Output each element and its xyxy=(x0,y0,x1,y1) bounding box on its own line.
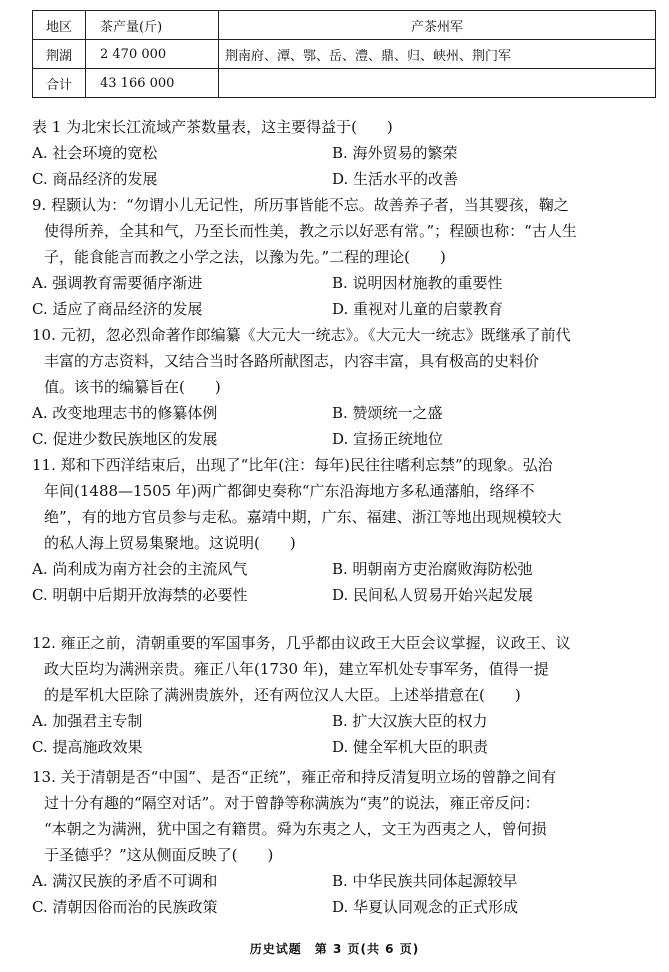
question-11 xyxy=(32,452,662,608)
option-c[interactable]: C. 适应了商品经济的发展 xyxy=(32,300,203,318)
table-header-row xyxy=(33,11,656,40)
option-a[interactable]: A. 改变地理志书的修纂体例 xyxy=(32,404,218,422)
option-b[interactable]: B. 中华民族共同体起源较早 xyxy=(332,872,518,890)
table-row xyxy=(33,40,656,69)
cell-region: 荆湖 xyxy=(33,40,86,69)
option-c[interactable]: C. 提高施政效果 xyxy=(32,738,143,756)
header-prefectures: 产茶州军 xyxy=(219,11,656,40)
tea-production-table xyxy=(32,10,656,98)
option-d[interactable]: D. 民间私人贸易开始兴起发展 xyxy=(332,586,534,604)
option-b[interactable]: B. 海外贸易的繁荣 xyxy=(332,144,458,162)
option-d[interactable]: D. 华夏认同观念的正式形成 xyxy=(332,898,519,916)
cell-output: 2 470 000 xyxy=(86,40,219,69)
option-d[interactable]: D. 健全军机大臣的职责 xyxy=(332,738,489,756)
question-options xyxy=(32,270,662,322)
question-stem: 表 1 为北宋长江流域产茶数量表，这主要得益于( ) xyxy=(32,118,393,136)
question-options xyxy=(32,708,662,760)
option-c[interactable]: C. 清朝因俗而治的民族政策 xyxy=(32,898,218,916)
option-d[interactable]: D. 重视对儿童的启蒙教育 xyxy=(332,300,504,318)
option-d[interactable]: D. 宣扬正统地位 xyxy=(332,430,444,448)
question-9 xyxy=(32,192,662,322)
option-c[interactable]: C. 商品经济的发展 xyxy=(32,170,158,188)
question-stem: 11. 郑和下西洋结束后，出现了“比年(注：每年)民往往嗜利忘禁”的现象。弘治 年间(1488—1505 年)两广都御史奏称“广东沿海地方多私通藩舶，络绎不 绝”，有的地方官员参与走私。嘉靖中期，广东、福建、浙江等地出现规模较大 的私人海上贸易集聚地。这说明( ) xyxy=(32,456,562,552)
cell-prefectures xyxy=(219,69,656,98)
option-b[interactable]: B. 说明因材施教的重要性 xyxy=(332,274,503,292)
cell-output: 43 166 000 xyxy=(86,69,219,98)
option-c[interactable]: C. 促进少数民族地区的发展 xyxy=(32,430,218,448)
option-c[interactable]: C. 明朝中后期开放海禁的必要性 xyxy=(32,586,248,604)
option-a[interactable]: A. 尚利成为南方社会的主流风气 xyxy=(32,560,248,578)
question-options xyxy=(32,400,662,452)
question-12 xyxy=(32,630,662,760)
question-10 xyxy=(32,322,662,452)
question-stem: 10. 元初，忽必烈命著作郎编纂《大元大一统志》。《大元大一统志》既继承了前代 丰富的方志资料，又结合当时各路所献图志，内容丰富，具有极高的史料价 值。该书的编纂旨在( ) xyxy=(32,326,571,396)
option-a[interactable]: A. 加强君主专制 xyxy=(32,712,143,730)
question-8 xyxy=(32,114,662,192)
cell-prefectures: 荆南府、潭、鄂、岳、澧、鼎、归、峡州、荆门军 xyxy=(219,40,656,69)
option-a[interactable]: A. 社会环境的宽松 xyxy=(32,144,158,162)
page-footer: 历史试题 第 3 页(共 6 页) xyxy=(249,942,420,956)
question-options xyxy=(32,868,662,920)
question-stem: 12. 雍正之前，清朝重要的军国事务，几乎都由议政王大臣会议掌握，议政王、议 政大臣均为满洲亲贵。雍正八年(1730 年)，建立军机处专事军务，值得一提 的是军机大臣除了满洲贵族外，还有两位汉人大臣。上述举措意在( ) xyxy=(32,634,571,704)
option-a[interactable]: A. 满汉民族的矛盾不可调和 xyxy=(32,872,218,890)
table-row xyxy=(33,69,656,98)
option-b[interactable]: B. 明朝南方吏治腐败海防松弛 xyxy=(332,560,533,578)
question-options xyxy=(32,140,662,192)
question-stem: 9. 程颢认为：“勿谓小儿无记性，所历事皆能不忘。故善养子者，当其婴孩，鞠之 使得所养，全其和气，乃至长而性美，教之示以好恶有常。”；程颐也称：“古人生 子，能食能言而教之小学之法，以豫为先。”二程的理论( ) xyxy=(32,196,577,266)
option-b[interactable]: B. 赞颂统一之盛 xyxy=(332,404,443,422)
question-stem: 13. 关于清朝是否“中国”、是否“正统”，雍正帝和持反清复明立场的曾静之间有 过十分有趣的“隔空对话”。对于曾静等称满族为“夷”的说法，雍正帝反问： “本朝之为满洲，犹中国之有籍贯。舜为东夷之人，文王为西夷之人，曾何损 于圣德乎？”这从侧面反映了( ) xyxy=(32,768,557,864)
option-a[interactable]: A. 强调教育需要循序渐进 xyxy=(32,274,203,292)
option-d[interactable]: D. 生活水平的改善 xyxy=(332,170,459,188)
option-b[interactable]: B. 扩大汉族大臣的权力 xyxy=(332,712,488,730)
header-output: 茶产量(斤) xyxy=(86,11,219,40)
question-options xyxy=(32,556,662,608)
question-13 xyxy=(32,764,662,920)
cell-region: 合计 xyxy=(33,69,86,98)
header-region: 地区 xyxy=(33,11,86,40)
